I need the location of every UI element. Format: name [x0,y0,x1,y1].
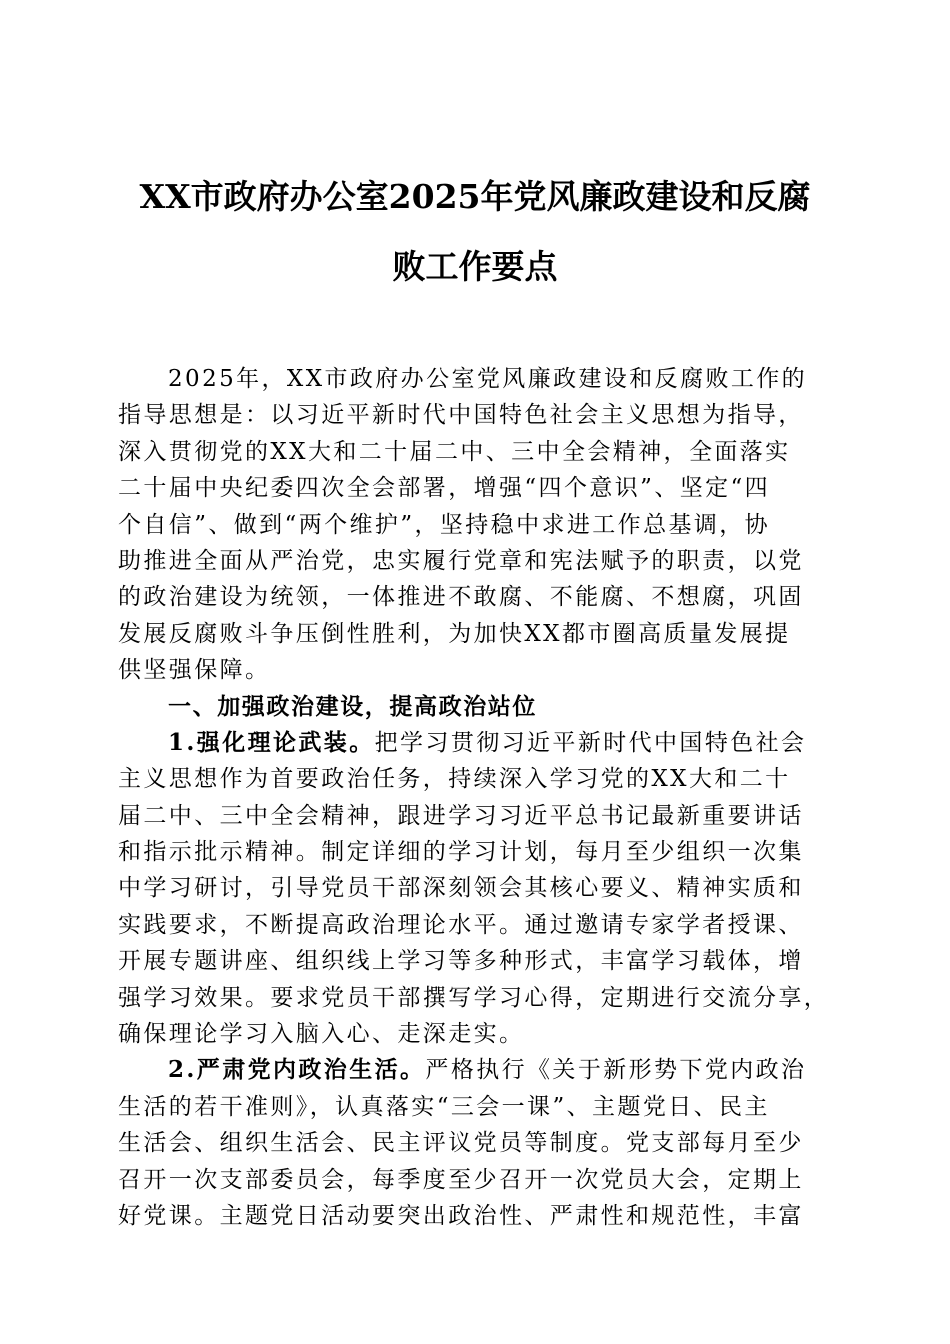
paragraph-line: 深入贯彻党的XX大和二十届二中、三中全会精神，全面落实 [118,438,791,465]
paragraph-line: 二十届中央纪委四次全会部署，增强“四个意识”、坚定“四 [118,475,771,502]
item-1-text: 把学习贯彻习近平新时代中国特色社会 [374,729,807,756]
section-heading: 一、加强政治建设，提高政治站位 [168,692,537,720]
item-2-text: 严格执行《关于新形势下党内政治 [425,1057,807,1084]
paragraph-line: 指导思想是：以习近平新时代中国特色社会主义思想为指导， [118,402,804,429]
paragraph-line: 实践要求，不断提高政治理论水平。通过邀请专家学者授课、 [118,911,804,938]
paragraph-line: 强学习效果。要求党员干部撰写学习心得，定期进行交流分享， [118,984,830,1011]
item-1-first-line [118,725,824,761]
paragraph-line: 中学习研讨，引导党员干部深刻领会其核心要义、精神实质和 [118,875,804,902]
item-1-lead: 1.强化理论武装。 [168,728,375,756]
paragraph-line: 2025年，XX市政府办公室党风廉政建设和反腐败工作的 [168,366,808,392]
paragraph-line: 发展反腐败斗争压倒性胜利，为加快XX都市圈高质量发展提 [118,620,791,647]
paragraph-line: 确保理论学习入脑入心、走深走实。 [118,1021,525,1048]
paragraph-line: 助推进全面从严治党，忠实履行党章和宪法赋予的职责，以党 [118,547,804,574]
paragraph-line: 开展专题讲座、组织线上学习等多种形式，丰富学习载体，增 [118,948,804,975]
paragraph-line: 供坚强保障。 [118,657,271,684]
paragraph-line: 个自信”、做到“两个维护”，坚持稳中求进工作总基调，协 [118,511,771,538]
paragraph-line: 召开一次支部委员会，每季度至少召开一次党员大会，定期上 [118,1166,804,1193]
paragraph-line: 生活会、组织生活会、民主评议党员等制度。党支部每月至少 [118,1130,804,1157]
item-2-first-line [118,1052,824,1088]
paragraph-line: 的政治建设为统领，一体推进不敢腐、不能腐、不想腐，巩固 [118,584,804,611]
paragraph-line: 好党课。主题党日活动要突出政治性、严肃性和规范性，丰富 [118,1202,804,1229]
paragraph-line: 生活的若干准则》，认真落实“三会一课”、主题党日、民主 [118,1093,770,1120]
paragraph-line: 和指示批示精神。制定详细的学习计划，每月至少组织一次集 [118,839,804,866]
paragraph-line: 主义思想作为首要政治任务，持续深入学习党的XX大和二十 [118,766,791,793]
item-2-lead: 2.严肃党内政治生活。 [168,1056,426,1084]
document-body [118,361,830,1234]
paragraph-line: 届二中、三中全会精神，跟进学习习近平总书记最新重要讲话 [118,802,804,829]
document-title-line-2: 败工作要点 [392,247,558,286]
document-title-line-1: XX市政府办公室2025年党风廉政建设和反腐 [139,177,811,216]
